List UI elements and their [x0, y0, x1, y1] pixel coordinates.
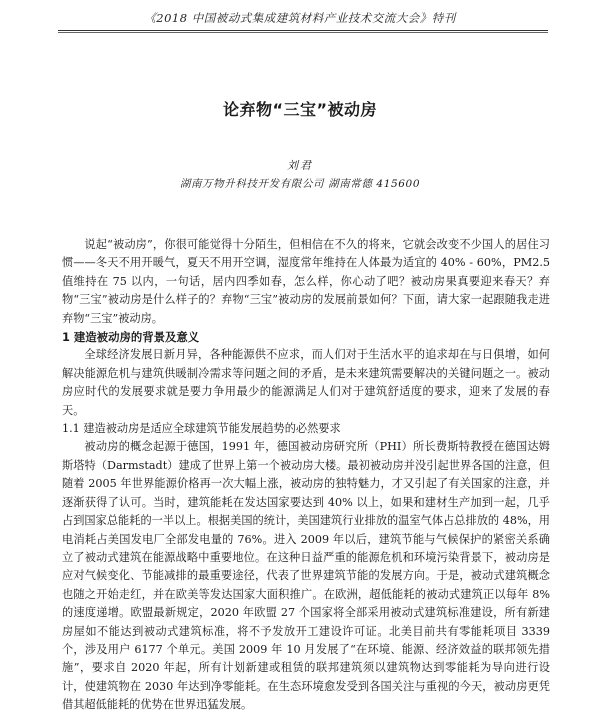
header-rule: [58, 30, 548, 31]
running-header: 《2018 中国被动式集成建筑材料产业技术交流大会》特刊: [144, 11, 456, 25]
author-affiliation: 湖南万物升科技开发有限公司 湖南常德 415600: [179, 178, 421, 190]
article-body: [62, 236, 550, 715]
section-paragraph: 全球经济发展日新月异，各种能源供不应求，而人们对于生活水平的追求却在与日俱增，如何解决能源危机与建筑供暖制冷需求等问题之间的矛盾，是未来建筑需要解决的关键问题之一。被动房应时代的发展要求就是要力争用最少的能源满足人们对于建筑舒适度的要求，迎来了发展的春天。: [62, 348, 550, 417]
section-heading: 1 建造被动房的背景及意义: [62, 330, 200, 345]
header-rule-secondary: [58, 32, 548, 33]
paper-title: 论弃物“三宝”被动房: [222, 100, 378, 119]
intro-paragraph: 说起“被动房”，你很可能觉得十分陌生，但相信在不久的将来，它就会改变不少国人的居住习惯——冬天不用开暖气，夏天不用开空调，湿度常年维持在人体最为适宜的 40% - 60%，PM2.5 值维持在 75 以内，一句话，居内四季如春，怎么样，你心动了吧？被动房果真要迎来春天？弃物“三宝”被动房是什么样子的？弃物“三宝”被动房的发展前景如何？下面，请大家一起跟随我走进弃物“三宝”被动房。: [62, 238, 550, 325]
subsection-heading: 1.1 建造被动房是适应全球建筑节能发展趋势的必然要求: [62, 422, 341, 436]
subsection-paragraph: 被动房的概念起源于德国，1991 年，德国被动房研究所（PHI）所长费斯特教授在德国达姆斯塔特（Darmstadt）建成了世界上第一个被动房大楼。最初被动房并没引起世界各国的注意，但随着 2005 年世界能源价格再一次大幅上涨，被动房的独特魅力，才又引起了有关国家的注意，并逐渐获得了认可。当时，建筑能耗在发达国家要达到 40% 以上，如果和建材生产加到一起，几乎占到国家总能耗的一半以上。根据美国的统计，美国建筑行业排放的温室气体占总排放的 48%，用电消耗占美国发电厂全部发电量的 76%。进入 2009 年以后，建筑节能与气候保护的紧密关系确立了被动式建筑在能源战略中重要地位。在这种日益严重的能源危机和环境污染背景下，被动房是应对气候变化、节能减排的最重要途径，代表了世界建筑节能的发展方向。于是，被动式建筑概念也随之开始走红，并在欧美等发达国家大面积推广。在欧洲，超低能耗的被动式建筑正以每年 8% 的速度递增。欧盟最新规定，2020 年欧盟 27 个国家将全部采用被动式建筑标准建设，所有新建房屋如不能达到被动式建筑标准，将不予发放开工建设许可证。北美目前共有零能耗项目 3339 个，涉及用户 6177 个单元。美国 2009 年 10 月发展了“在环境、能源、经济效益的联邦领先措施”，要求自 2020 年起，所有计划新建或租赁的联邦建筑须以建筑物达到零能耗为导向进行设计，使建筑物在 2030 年达到净零能耗。在生态环境愈发受到各国关注与重视的今天，被动房更凭借其超低能耗的优势在世界迅猛发展。: [62, 440, 550, 712]
author-name: 刘君: [287, 159, 313, 172]
